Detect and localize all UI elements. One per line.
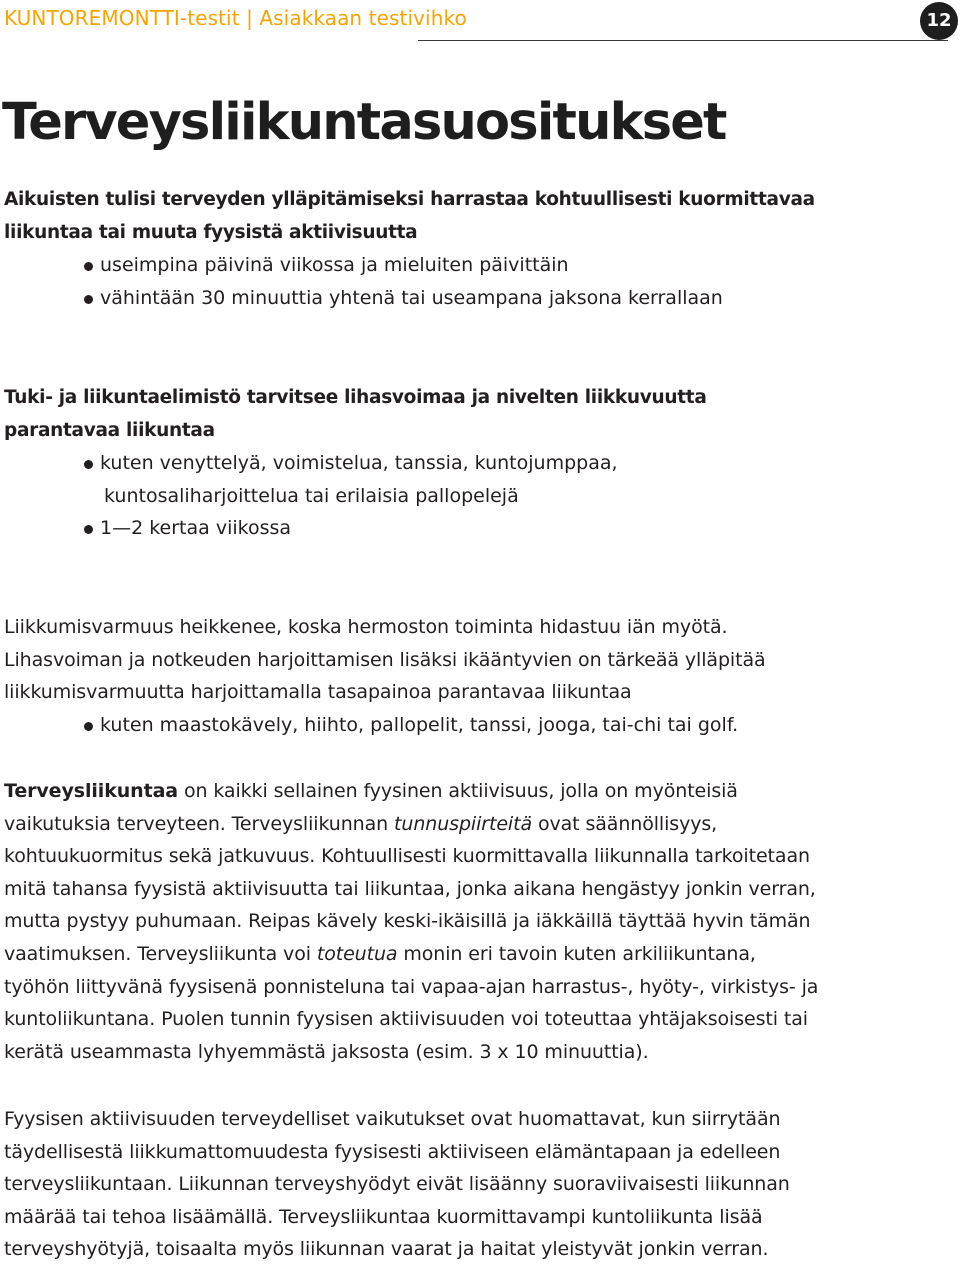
- list-item: [4, 512, 954, 545]
- paragraph-text: vaikutuksia terveyteen. Terveysliikunnan: [4, 812, 395, 835]
- paragraph-line: mitä tahansa fyysistä aktiivisuutta tai liikuntaa, jonka aikana hengästyy jonkin verran,: [4, 877, 816, 900]
- bullet-list: [4, 249, 954, 314]
- italic-term: tunnuspiirteitä: [394, 812, 532, 835]
- list-item: [4, 282, 954, 315]
- list-item-text: 1—2 kertaa viikossa: [100, 517, 292, 539]
- page-header: [0, 0, 960, 44]
- paragraph-line: kohtuukuormitus sekä jatkuvuus. Kohtuullisesti kuormittavalla liikunnalla tarkoitetaan: [4, 845, 810, 868]
- section-lead-line: parantavaa liikuntaa: [4, 420, 215, 441]
- section-lead-line: Aikuisten tulisi terveyden ylläpitämiseksi harrastaa kohtuullisesti kuormittavaa: [4, 189, 815, 210]
- list-item: [4, 709, 954, 742]
- section-definition: [4, 775, 954, 1068]
- term-highlight: Terveysliikuntaa: [4, 780, 179, 802]
- page-title: Terveysliikuntasuositukset: [2, 93, 726, 152]
- section-health-effects: [4, 1103, 954, 1266]
- list-item-text: useimpina päivinä viikossa ja mieluiten päivittäin: [100, 254, 569, 276]
- list-item-continuation: [4, 480, 954, 513]
- paragraph-line: terveyshyötyjä, toisaalta myös liikunnan vaarat ja haitat yleistyvät jonkin verran.: [4, 1238, 769, 1261]
- paragraph-line: kuntoliikuntana. Puolen tunnin fyysisen aktiivisuuden voi toteuttaa yhtäjaksoisesti tai: [4, 1008, 808, 1031]
- paragraph-line: [4, 808, 954, 841]
- bullet-icon: [84, 460, 93, 469]
- list-item-text: vähintään 30 minuuttia yhtenä tai useampana jaksona kerrallaan: [100, 286, 723, 309]
- paragraph-line: Lihasvoiman ja notkeuden harjoittamisen lisäksi ikääntyvien on tärkeää ylläpitää: [4, 648, 766, 671]
- section-lead-line: liikuntaa tai muuta fyysistä aktiivisuutta: [4, 222, 418, 243]
- header-title: KUNTOREMONTTI-testit | Asiakkaan testivihko: [4, 6, 467, 30]
- paragraph-text: ovat säännöllisyys,: [532, 812, 718, 835]
- page-number-badge: 12: [920, 2, 958, 40]
- paragraph-line: liikkumisvarmuutta harjoittamalla tasapainoa parantavaa liikuntaa: [4, 681, 632, 704]
- paragraph-line: [4, 775, 954, 808]
- paragraph-line: mutta pystyy puhumaan. Reipas kävely keski-ikäisillä ja iäkkäillä täyttää hyvin tämän: [4, 910, 811, 933]
- list-item: [4, 249, 954, 282]
- list-item: [4, 447, 954, 480]
- paragraph-line: Fyysisen aktiivisuuden terveydelliset vaikutukset ovat huomattavat, kun siirrytään: [4, 1108, 781, 1130]
- section-lead-line: Tuki- ja liikuntaelimistö tarvitsee lihasvoimaa ja nivelten liikkuvuutta: [4, 387, 707, 408]
- paragraph-line: Liikkumisvarmuus heikkenee, koska hermoston toiminta hidastuu iän myötä.: [4, 616, 728, 638]
- section-balance: [4, 611, 954, 741]
- list-item-text: kuten maastokävely, hiihto, pallopelit, tanssi, jooga, tai-chi tai golf.: [100, 713, 739, 736]
- list-item-text: kuntosaliharjoittelua tai erilaisia pallopelejä: [104, 484, 519, 507]
- paragraph-line: työhön liittyvänä fyysisenä ponnisteluna tai vapaa-ajan harrastus-, hyöty-, virkistys- ja: [4, 975, 819, 998]
- header-divider: [418, 40, 948, 41]
- italic-term: toteutua: [316, 942, 398, 965]
- section-musculoskeletal: [4, 381, 954, 545]
- paragraph-line: terveysliikuntaan. Liikunnan terveyshyödyt eivät lisäänny suoraviivaisesti liikunnan: [4, 1173, 790, 1196]
- paragraph-text: vaatimuksen. Terveysliikunta voi: [4, 942, 317, 965]
- bullet-list: [4, 447, 954, 545]
- bullet-list: [4, 709, 954, 742]
- list-item-text: kuten venyttelyä, voimistelua, tanssia, kuntojumppaa,: [100, 452, 618, 474]
- paragraph-line: määrää tai tehoa lisäämällä. Terveysliikuntaa kuormittavampi kuntoliikunta lisää: [4, 1205, 763, 1228]
- bullet-icon: [84, 262, 93, 271]
- paragraph-text: monin eri tavoin kuten arkiliikuntana,: [397, 942, 756, 965]
- section-adult-recommendation: [4, 183, 954, 314]
- paragraph-line: [4, 938, 954, 971]
- bullet-icon: [84, 722, 93, 731]
- bullet-icon: [84, 295, 93, 304]
- paragraph-line: täydellisestä liikkumattomuudesta fyysisesti aktiiviseen elämäntapaan ja edelleen: [4, 1140, 781, 1163]
- paragraph-text: on kaikki sellainen fyysinen aktiivisuus, jolla on myönteisiä: [178, 780, 738, 802]
- paragraph-line: kerätä useammasta lyhyemmästä jaksosta (esim. 3 x 10 minuuttia).: [4, 1040, 649, 1063]
- bullet-icon: [84, 525, 93, 534]
